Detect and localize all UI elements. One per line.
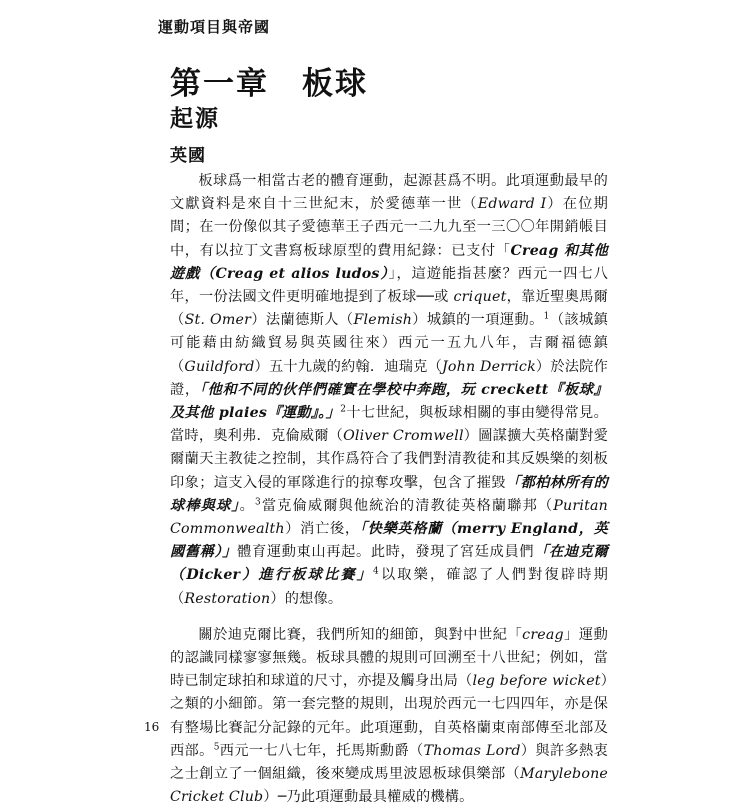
english-term: Marylebone Cricket Club (170, 766, 608, 806)
text-run: 。 (239, 497, 255, 514)
text-run: （該城鎮可能藉由紡織貿易與英國往來）西元一五九八年，吉爾福德鎮（ (170, 312, 608, 375)
text-run: 」，這遊能指甚麼？西元一四七八年，一份法國文件更明確地提到了板球──或 (170, 265, 608, 306)
text-run: ）五十九歲的約翰．迪瑞克（ (254, 358, 443, 375)
english-term: Restoration (184, 590, 271, 607)
text-run: 西元一七八七年，托馬斯勳爵（ (219, 742, 424, 759)
text-run: 以取樂，確認了人們對復辟時期（ (170, 567, 608, 607)
chapter-title: 第一章 板球 (170, 66, 368, 102)
paragraph-1 (170, 170, 608, 611)
text-run: ）城鎮的一項運動。 (412, 312, 544, 329)
page-number: 16 (144, 720, 160, 734)
english-term: Edward I (477, 196, 547, 213)
quotation: 「都柏林所有的球棒與球」 (170, 474, 608, 514)
text-run: ）之類的小細節。第一套完整的規則，出現於西元一七四四年，亦是保有整場比賽記分記錄的元年。此項運動，自英格蘭東南部傳至北部及西部。 (170, 673, 608, 759)
quotation: Creag 和其他遊戲（Creag et alios ludos） (170, 242, 608, 282)
text-run: 關於迪克爾比賽，我們所知的細節，與對中世紀「 (198, 626, 523, 643)
english-term: leg before wicket (472, 673, 601, 690)
text-run: ）在位期間；在一份像似其子愛德華王子西元一二九九至一三〇〇年開銷帳目中，有以拉丁文書寫板球原型的費用紀錄：已支付「 (170, 196, 608, 259)
footnote-ref[interactable]: 2 (340, 404, 347, 415)
text-run: 板球爲一相當古老的體育運動，起源甚爲不明。此項運動最早的文獻資料是來自十三世紀末，於愛德華一世（ (170, 173, 608, 213)
english-term: Flemish (353, 312, 413, 329)
text-run: ）─乃此項運動最具權威的機構。 (263, 789, 474, 806)
english-term: Thomas Lord (423, 742, 521, 759)
english-term: St. Omer (184, 312, 252, 329)
footnote-ref[interactable]: 5 (213, 742, 220, 753)
text-run: ，靠近聖奧馬爾（ (170, 289, 608, 329)
english-term: creag (522, 626, 564, 643)
text-run: ）與許多熱衷之士創立了一個組織，後來變成馬里波恩板球俱樂部（ (170, 742, 609, 783)
text-run: ）的想像。 (270, 590, 343, 607)
english-term: criquet (453, 289, 507, 306)
subsection-title: 英國 (170, 146, 206, 166)
english-term: John Derrick (442, 358, 536, 375)
section-title: 起源 (170, 105, 220, 132)
text-run: 體育運動東山再起。此時，發現了宮廷成員們 (237, 544, 535, 561)
text-run: ）於法院作證， (170, 358, 608, 398)
body-text (170, 170, 608, 809)
text-run: 」運動的認識同樣寥寥無幾。板球具體的規則可回溯至十八世紀；例如，當時已制定球拍和球道的尺寸，亦提及觸身出局（ (170, 626, 608, 690)
english-term: Oliver Cromwell (343, 428, 464, 445)
quotation: 「在迪克爾（Dicker）進行板球比賽」 (170, 544, 608, 584)
text-run: ）圖謀擴大英格蘭對愛爾蘭天主教徒之控制，其作爲符合了我們對清教徒和其反娛樂的刻板印象；這支入侵的軍隊進行的掠奪攻擊，包含了摧毀 (170, 428, 608, 491)
footnote-ref[interactable]: 1 (543, 311, 550, 322)
quotation: 「快樂英格蘭（merry England，英國舊稱）」 (170, 521, 608, 561)
text-run: ）消亡後， (284, 521, 360, 538)
footnote-ref[interactable]: 3 (254, 497, 261, 508)
english-term: Guildford (184, 358, 255, 375)
footnote-ref[interactable]: 4 (373, 566, 379, 577)
text-run: 當克倫威爾與他統治的清教徒英格蘭聯邦（ (260, 497, 554, 514)
text-run: 十七世紀，與板球相關的事由變得常見。當時，奧利弗．克倫威爾（ (170, 405, 608, 445)
paragraph-2 (170, 624, 608, 809)
running-head: 運動項目與帝國 (158, 18, 271, 36)
quotation: 「他和不同的伙伴們確實在學校中奔跑，玩 creckett『板球』及其他 plaies『運動』。」 (170, 381, 609, 422)
english-term: Puritan Commonwealth (170, 497, 608, 538)
text-run: ）法蘭德斯人（ (251, 312, 354, 329)
